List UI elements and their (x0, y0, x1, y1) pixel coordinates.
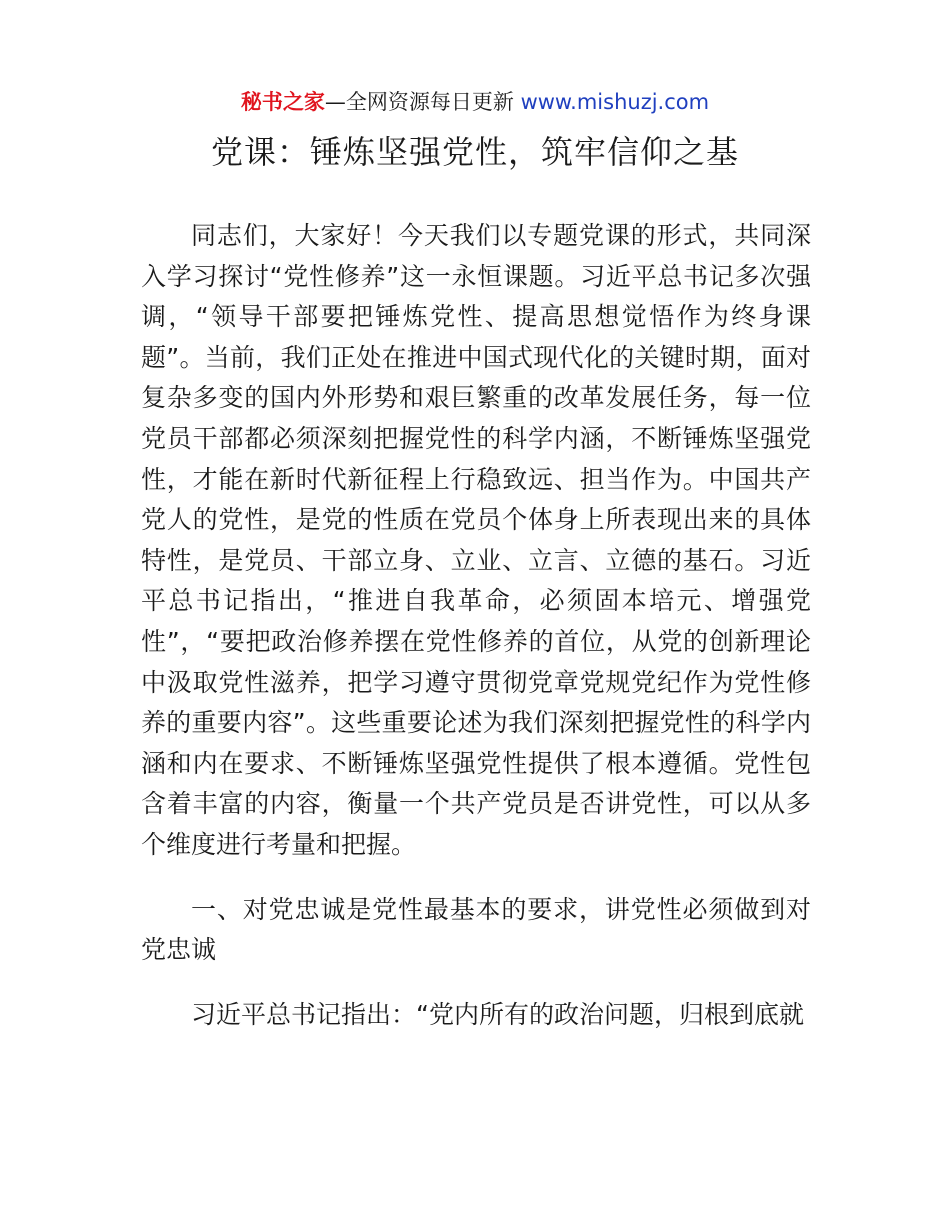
site-header (0, 88, 950, 116)
intro-paragraph: 同志们，大家好！今天我们以专题党课的形式，共同深入学习探讨“党性修养”这一永恒课题。习近平总书记多次强调，“领导干部要把锤炼党性、提高思想觉悟作为终身课题”。当前，我们正处在推进中国式现代化的关键时期，面对复杂多变的国内外形势和艰巨繁重的改革发展任务，每一位党员干部都必须深刻把握党性的科学内涵，不断锤炼坚强党性，才能在新时代新征程上行稳致远、担当作为。中国共产党人的党性，是党的性质在党员个体身上所表现出来的具体特性，是党员、干部立身、立业、立言、立德的基石。习近平总书记指出，“推进自我革命，必须固本培元、增强党性”，“要把政治修养摆在党性修养的首位，从党的创新理论中汲取党性滋养，把学习遵守贯彻党章党规党纪作为党性修养的重要内容”。这些重要论述为我们深刻把握党性的科学内涵和内在要求、不断锤炼坚强党性提供了根本遵循。党性包含着丰富的内容，衡量一个共产党员是否讲党性，可以从多个维度进行考量和把握。 (141, 221, 811, 859)
body-paragraph: 习近平总书记指出：“党内所有的政治问题，归根到底就 (191, 999, 804, 1029)
document-body (141, 216, 811, 1035)
section-heading-1: 一、对党忠诚是党性最基本的要求，讲党性必须做到对党忠诚 (141, 894, 811, 965)
site-brand: 秘书之家 (240, 90, 325, 114)
document-title: 党课：锤炼坚强党性，筑牢信仰之基 (210, 133, 739, 171)
site-url-link[interactable]: www.mishuzj.com (520, 90, 710, 114)
site-tagline: —全网资源每日更新 (324, 90, 521, 114)
